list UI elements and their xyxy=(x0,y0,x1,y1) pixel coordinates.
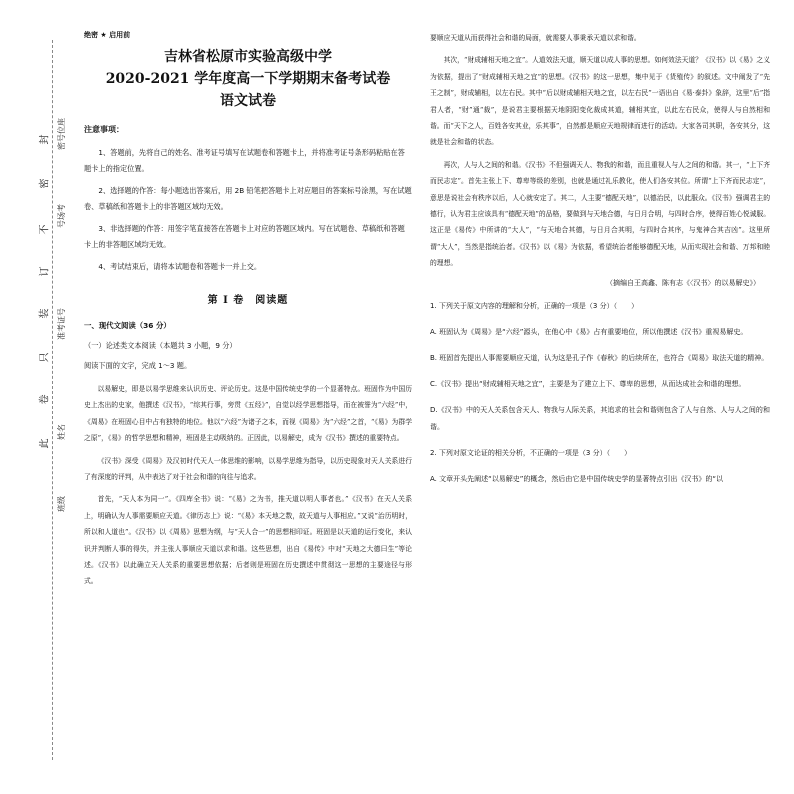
binding-char-mi: 密 xyxy=(39,178,51,189)
notice-item-1: 1、答题前，先将自己的姓名、准考证号填写在试题卷和答题卡上，并将准考证号条形码粘贴在答题卡上的指定位置。 xyxy=(84,148,405,173)
binding-char-bu: 不 xyxy=(39,224,51,235)
section-heading: 一、现代文阅读（36 分） xyxy=(84,321,171,330)
question-1-stem: 1. 下列关于原文内容的理解和分析，正确的一项是（3 分）（ ） xyxy=(430,301,639,310)
question-1-option-d: D.《汉书》中的天人关系包含天人、物我与人际关系，其追求的社会和谐则包含了人与自然、人与人之间的和谐。 xyxy=(430,405,770,431)
passage-paragraph-6: 再次，人与人之间的和谐。《汉书》不但强调天人、物我的和谐，而且重视人与人之间的和谐。其一，“上下齐而民志定”。首先主张上下、尊卑等级的差别，也就是通过礼乐教化，使人们各安其位。所谓“上下齐而民志定”，意思是说社会有秩序以后，人心就安定了。其二，人主要“德配天地”，以德治民，以此服众。《汉书》强调君主的德行，认为君主应该具有“德配天地”的品格，要做到与天地合德，与日月合明，与四时合序，使得百姓心悦诚服。这正是《易传》中所讲的“大人”，“与天地合其德，与日月合其明，与四时合其序，与鬼神合其吉凶”。这里所谓“大人”，当然是指统治者。《汉书》以《易》为依据，希望统治者能够德配天地，从而实现社会和谐、万邦和睦的理想。 xyxy=(430,160,770,268)
question-1-option-a: A. 班固认为《周易》是“六经”源头，在他心中《易》占有重要地位，所以他撰述《汉书》重视易解史。 xyxy=(430,327,748,336)
secret-mark: 绝密 ★ 启用前 xyxy=(84,31,131,39)
question-2-option-a: A. 文章开头先阐述“以易解史”的概念，然后由它是中国传统史学的显著特点引出《汉书》的“以 xyxy=(430,474,723,483)
binding-char-ci: 此 xyxy=(39,438,51,449)
notice-item-4: 4、考试结束后，请将本试题卷和答题卡一并上交。 xyxy=(98,262,262,271)
binding-char-zhi: 只 xyxy=(39,352,51,363)
notice-item-2: 2、选择题的作答：每小题选出答案后，用 2B 铅笔把答题卡上对应题目的答案标号涂黑，写在试题卷、草稿纸和答题卡上的非答题区域均无效。 xyxy=(84,186,412,211)
binding-dashed-line xyxy=(52,40,53,760)
binding-char-feng: 封 xyxy=(39,134,51,145)
exam-title-subject: 语文试卷 xyxy=(220,93,276,109)
passage-paragraph-5: 其次，“财成辅相天地之宜”。人道效法天道，顺天道以成人事的思想。如何效法天道？《汉书》以《易》之义为依据，提出了“财成辅相天地之宜”的思想。《汉书》的这一思想，集中见于《货殖传》的叙述。文中阐发了“先王之制”，财成辅相，以左右民。其中“后以财成辅相天地之宜，以左右民”一语出自《易·泰卦》象辞，这里“后”指君人者，“财”通“裁”，是说君主要根据天地阴阳变化裁成其道，辅相其宜，以此左右民众，使得人与自然相和谐。而“天下之人，百姓各安其业，乐其事”，自然都是顺应天地规律而进行的活动。大家各司其职，各安其分，这就是社会和谐的状态。 xyxy=(430,56,770,147)
notice-item-3: 3、非选择题的作答：用签字笔直接答在答题卡上对应的答题区域内。写在试题卷、草稿纸和答题卡上的非答题区域均无效。 xyxy=(84,224,405,249)
question-1-option-b: B. 班固首先提出人事需要顺应天道，认为这是孔子作《春秋》的后续所在，也符合《周易》取法天道的精神。 xyxy=(430,353,769,362)
exam-room-label: 号场考 xyxy=(57,204,66,228)
passage-source: （摘编自王高鑫、陈有志《〈汉书〉的以易解史》） xyxy=(606,278,760,287)
exam-title-term: 2020-2021 学年度高一下学期期末备考试卷 xyxy=(105,71,391,87)
class-label: 班级 xyxy=(57,496,66,512)
seat-number-label: 密号位座 xyxy=(57,118,66,150)
part-title: 第 Ⅰ 卷 阅读题 xyxy=(207,295,289,306)
exam-title-school: 吉林省松原市实验高级中学 xyxy=(164,49,332,65)
passage-paragraph-3: 首先，“天人本为同一”。《四库全书》说：“《易》之为书，推天道以明人事者也。”《汉书》在天人关系上，明确认为人事需要顺应天道。《律历志上》说：“《易》本天地之数，故天道与人事相应。”又说“治历明时，所以和人道也”。《汉书》以《周易》思想为纲，与“天人合一”的思想相印证。班固是以天道的运行变化，来认识并判断人事的得失，并主张人事顺应天道以求和谐。这些思想，出自《易传》中对“天地之大德曰生”等论述。《汉书》以此确立天人关系的重要思想依据；后者则是班固在历史撰述中贯彻这一思想的主要途径与形式。 xyxy=(84,495,412,586)
question-2-stem: 2. 下列对原文论证的相关分析，不正确的一项是（3 分）（ ） xyxy=(430,448,632,457)
right-column xyxy=(430,30,770,780)
passage-paragraph-2: 《汉书》深受《周易》及汉初时代天人一体思维的影响，以易学思维为指导，以历史现象对天人关系进行了有深度的评判，从中表达了对于社会和谐的向往与追求。 xyxy=(84,456,412,482)
notice-heading: 注意事项： xyxy=(84,125,124,134)
subsection-heading: （一）论述类文本阅读（本题共 3 小题，9 分） xyxy=(84,341,237,350)
binding-char-ding: 订 xyxy=(39,266,51,277)
binding-char-juan: 卷 xyxy=(39,394,51,405)
passage-paragraph-4: 要顺应天道从而获得社会和谐的局面，就需要人事秉承天道以求和谐。 xyxy=(430,34,641,42)
binding-char-zhuang: 装 xyxy=(39,308,51,319)
binding-margin xyxy=(0,0,80,794)
ticket-number-label: 准考证号 xyxy=(57,308,66,340)
left-column xyxy=(84,30,412,780)
passage-paragraph-1: 以易解史，即是以易学思维来认识历史、评论历史。这是中国传统史学的一个显著特点。班固作为中国历史上杰出的史家，他撰述《汉书》，“综其行事，旁贯《五经》”，自觉以经学思想指导，而在被誉为“六经”中，《周易》在班固心目中占有独特的地位。他以“六经”为诸子之本，而视《周易》为“六经”之首，“《易》为群学之原”，《易》的哲学思想和精神，班固是主动吸纳的。正因此，以易解史，成为《汉书》撰述的重要特点。 xyxy=(84,385,412,443)
reading-instruction: 阅读下面的文字，完成 1～3 题。 xyxy=(84,361,192,370)
name-label: 姓名 xyxy=(57,424,66,440)
question-1-option-c: C.《汉书》提出“财成辅相天地之宜”，主要是为了建立上下、尊卑的思想，从而达成社会和谐的理想。 xyxy=(430,379,746,388)
